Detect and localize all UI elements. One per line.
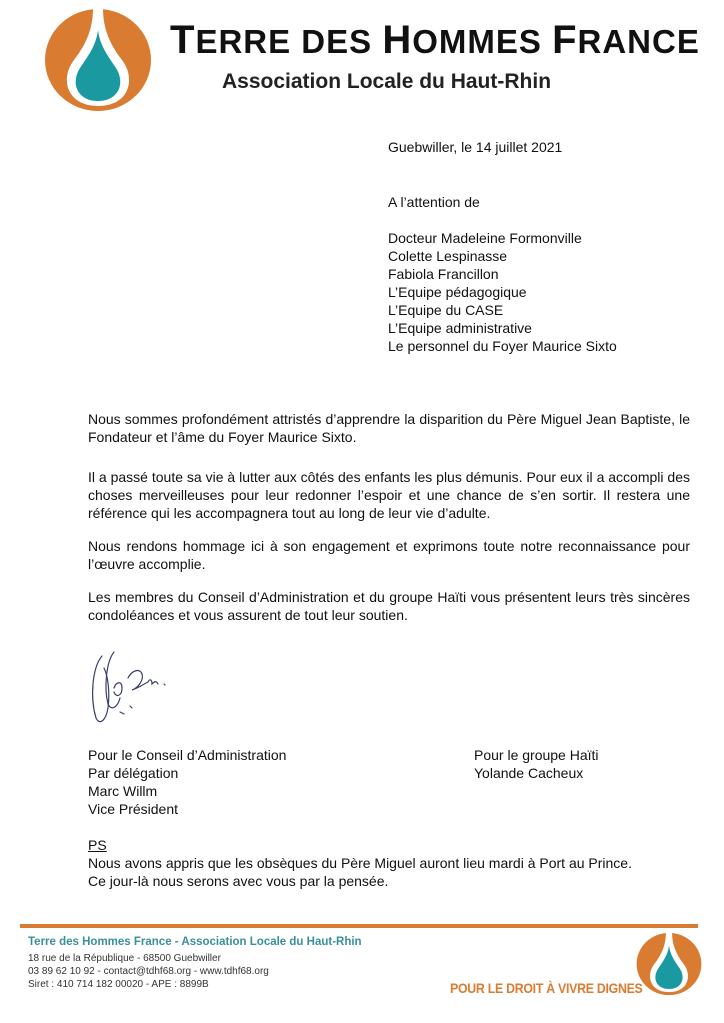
date-line: Guebwiller, le 14 juillet 2021	[388, 139, 563, 155]
body-paragraph: Les membres du Conseil d’Administration et du groupe Haïti vous présentent leurs très sincères condoléances et vous assurent de tout leur soutien.	[88, 589, 690, 623]
footer-address: 18 rue de la République - 68500 Guebwiller	[28, 953, 221, 964]
footer-divider	[20, 924, 698, 928]
recipient: L’Equipe du CASE	[388, 302, 504, 318]
ps-line: Ce jour-là nous serons avec vous par la pensée.	[88, 873, 389, 889]
ps-line: Nous avons appris que les obsèques du Père Miguel auront lieu mardi à Port au Prince.	[88, 855, 632, 871]
recipient: L’Equipe administrative	[388, 320, 532, 336]
attention-line: A l’attention de	[388, 194, 480, 210]
organization-subtitle: Association Locale du Haut-Rhin	[222, 70, 552, 93]
organization-logo-icon	[44, 8, 152, 112]
recipient: L’Equipe pédagogique	[388, 284, 527, 300]
body-paragraph: Nous sommes profondément attristés d’apprendre la disparition du Père Miguel Jean Baptiste, le Fondateur et l’âme du Foyer Maurice Sixto.	[88, 411, 690, 445]
body-paragraph: Nous rendons hommage ici à son engagement et exprimons toute notre reconnaissance pour l’œuvre accomplie.	[88, 538, 690, 572]
recipient: Le personnel du Foyer Maurice Sixto	[388, 338, 617, 354]
signature-line: Vice Président	[88, 801, 179, 817]
recipient: Fabiola Francillon	[388, 266, 499, 282]
footer-title: Terre des Hommes France - Association Locale du Haut-Rhin	[28, 936, 362, 948]
signature-line: Par délégation	[88, 765, 179, 781]
signature-line: Pour le groupe Haïti	[474, 747, 599, 763]
recipient: Docteur Madeleine Formonville	[388, 230, 582, 246]
signature-block-haiti-group	[474, 746, 599, 782]
footer-contact: 03 89 62 10 92 - contact@tdhf68.org - www.tdhf68.org	[28, 966, 269, 977]
organization-name: TERRE DES HOMMES FRANCE	[170, 18, 700, 62]
ps-label: PS	[88, 837, 107, 853]
body-paragraph: Il a passé toute sa vie à lutter aux côtés des enfants les plus démunis. Pour eux il a accompli des choses merveilleuses pour leur redonner l’espoir et une chance de s’en sortir. Il restera une référence qui les accompagnera tout au long de leur vie d’adulte.	[88, 469, 690, 521]
handwritten-signature	[88, 648, 178, 730]
postscript	[88, 836, 632, 890]
signature-block-council	[88, 746, 286, 818]
footer-logo-icon	[636, 930, 702, 998]
footer-slogan: POUR LE DROIT À VIVRE DIGNES	[450, 980, 643, 996]
recipient: Colette Lespinasse	[388, 248, 508, 264]
signature-line: Yolande Cacheux	[474, 765, 584, 781]
signature-line: Marc Willm	[88, 783, 158, 799]
recipient-list	[388, 229, 617, 355]
footer-siret: Siret : 410 714 182 00020 - APE : 8899B	[28, 979, 209, 990]
signature-line: Pour le Conseil d’Administration	[88, 747, 287, 763]
